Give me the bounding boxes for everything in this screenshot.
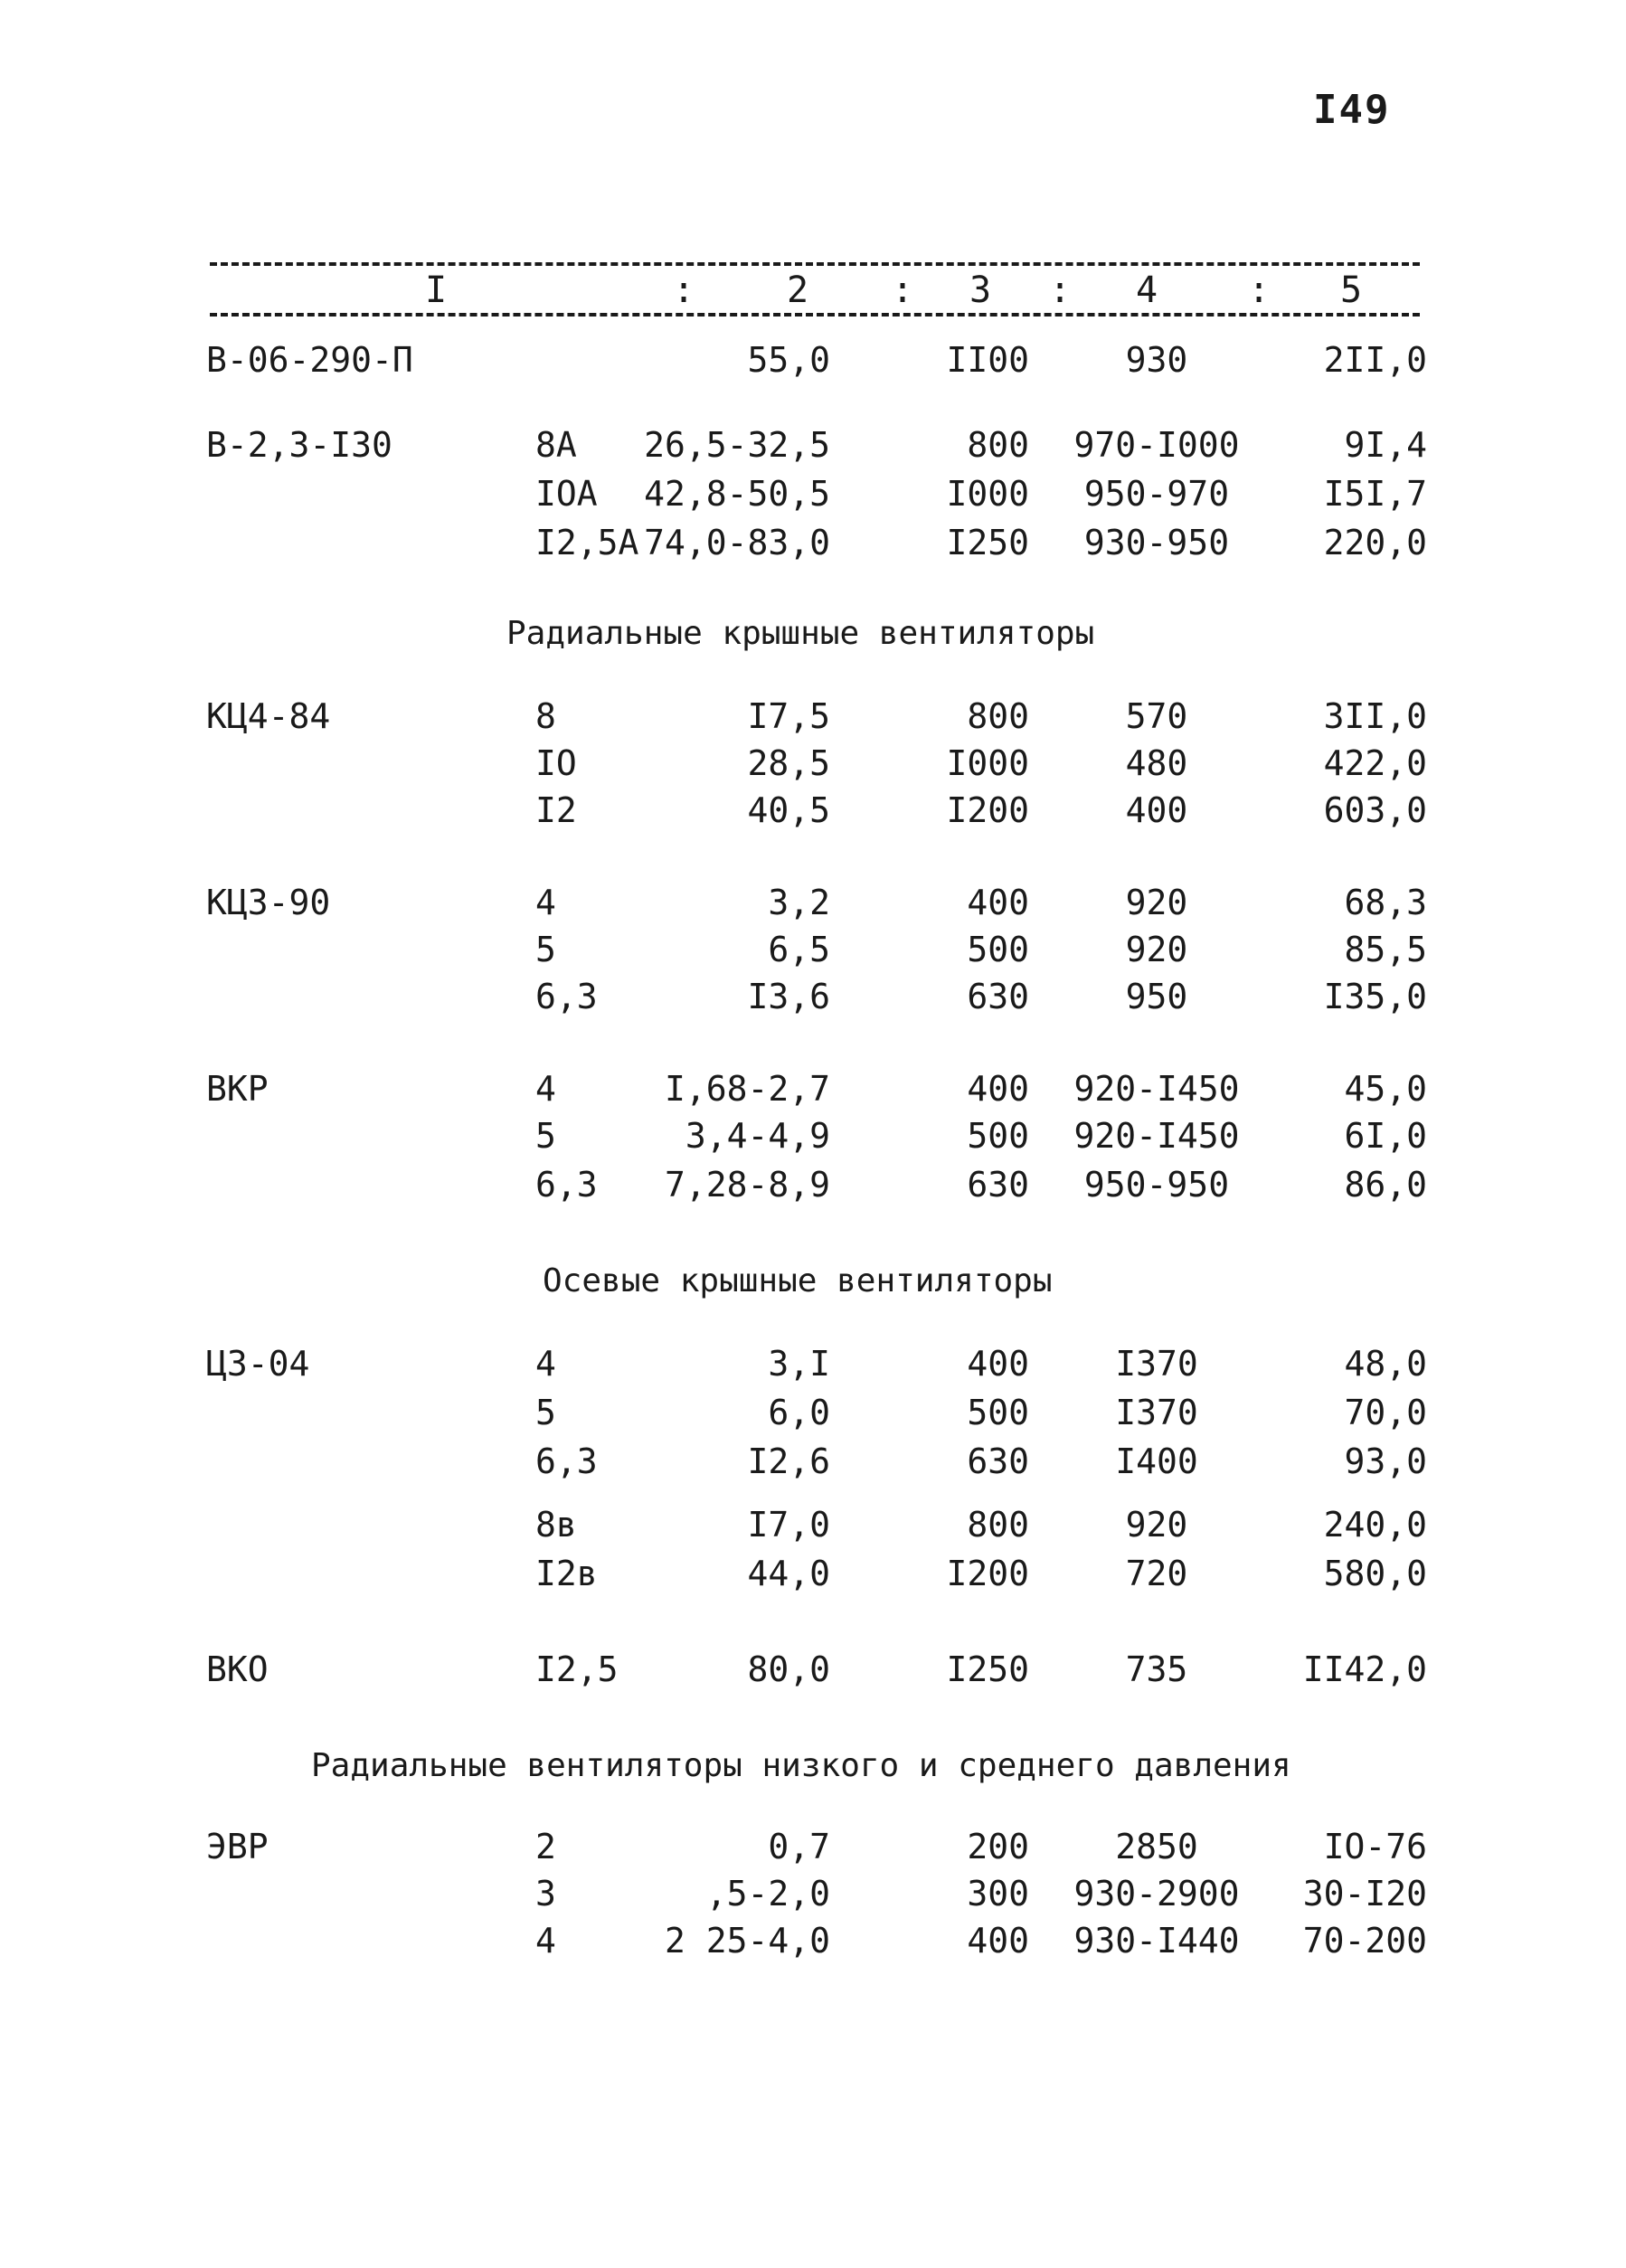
- column-5-value: II42,0: [1302, 1649, 1427, 1689]
- column-3-value: 300: [967, 1874, 1029, 1914]
- column-2-value: ,5-2,0: [705, 1874, 830, 1914]
- model-name: В-06-290-П: [206, 340, 413, 380]
- table-header: [0, 269, 1626, 309]
- header-bottom-rule: [210, 313, 1420, 317]
- section-title: Радиальные крышные вентиляторы: [506, 615, 1095, 652]
- model-name: ВКО: [206, 1649, 269, 1689]
- column-3-value: 400: [967, 883, 1029, 922]
- column-5-value: 85,5: [1344, 930, 1427, 969]
- table-row: [0, 1649, 1626, 1696]
- column-3-value: 630: [967, 977, 1029, 1016]
- table-row: [0, 1393, 1626, 1440]
- table-row: [0, 1921, 1626, 1968]
- table-row: [0, 1827, 1626, 1874]
- column-4-value: 920: [1125, 1505, 1188, 1545]
- column-5-value: 30-I20: [1302, 1874, 1427, 1914]
- table-row: [0, 340, 1626, 387]
- fan-size: 5: [535, 1116, 556, 1156]
- table-row: [0, 523, 1626, 570]
- fan-size: I2в: [535, 1554, 598, 1593]
- table-row: [0, 1165, 1626, 1212]
- column-3-value: I000: [946, 474, 1029, 514]
- column-3-value: 500: [967, 1116, 1029, 1156]
- column-4-value: 970-I000: [1073, 425, 1240, 465]
- column-4-value: 930-950: [1083, 523, 1230, 562]
- column-4-value: 920: [1125, 930, 1188, 969]
- header-separator: :: [1248, 269, 1271, 311]
- column-2-value: I2,6: [747, 1441, 830, 1481]
- column-5-value: 6I,0: [1344, 1116, 1427, 1156]
- column-5-value: 93,0: [1344, 1441, 1427, 1481]
- table-row: [0, 1344, 1626, 1391]
- column-2-value: I,68-2,7: [664, 1069, 830, 1109]
- header-col-4: 4: [1135, 269, 1158, 311]
- column-3-value: I200: [946, 790, 1029, 830]
- column-4-value: 735: [1125, 1649, 1188, 1689]
- column-5-value: 70-200: [1302, 1921, 1427, 1961]
- model-name: В-2,3-I30: [206, 425, 392, 465]
- column-3-value: I200: [946, 1554, 1029, 1593]
- column-5-value: 45,0: [1344, 1069, 1427, 1109]
- model-name: КЦ3-90: [206, 883, 331, 922]
- column-5-value: 580,0: [1323, 1554, 1427, 1593]
- column-4-value: 920: [1125, 883, 1188, 922]
- table-row: [0, 474, 1626, 521]
- header-top-rule: [210, 262, 1420, 266]
- column-2-value: 44,0: [747, 1554, 830, 1593]
- fan-size: 6,3: [535, 977, 598, 1016]
- column-2-value: 55,0: [747, 340, 830, 380]
- column-5-value: 220,0: [1323, 523, 1427, 562]
- header-col-1: I: [424, 269, 448, 311]
- column-2-value: 3,2: [768, 883, 830, 922]
- fan-size: 4: [535, 883, 556, 922]
- column-5-value: 48,0: [1344, 1344, 1427, 1384]
- page-number: I49: [1313, 87, 1391, 133]
- header-separator: :: [892, 269, 914, 311]
- fan-size: IO: [535, 743, 577, 783]
- column-4-value: 930: [1125, 340, 1188, 380]
- fan-size: 2: [535, 1827, 556, 1866]
- table-row: [0, 1554, 1626, 1601]
- column-2-value: 3,4-4,9: [685, 1116, 830, 1156]
- column-3-value: I000: [946, 743, 1029, 783]
- fan-size: I2,5А: [535, 523, 639, 562]
- fan-size: 6,3: [535, 1165, 598, 1205]
- column-5-value: 2II,0: [1323, 340, 1427, 380]
- table-row: [0, 977, 1626, 1024]
- section-title: Радиальные вентиляторы низкого и среднего давления: [311, 1747, 1291, 1784]
- table-row: [0, 743, 1626, 790]
- column-4-value: 950-970: [1083, 474, 1230, 514]
- fan-size: 4: [535, 1921, 556, 1961]
- column-2-value: 0,7: [768, 1827, 830, 1866]
- column-2-value: I7,0: [747, 1505, 830, 1545]
- column-3-value: 630: [967, 1441, 1029, 1481]
- column-2-value: 6,0: [768, 1393, 830, 1432]
- header-separator: :: [673, 269, 695, 311]
- model-name: КЦ4-84: [206, 696, 331, 736]
- column-4-value: 920-I450: [1073, 1069, 1240, 1109]
- column-4-value: I400: [1115, 1441, 1198, 1481]
- fan-size: 3: [535, 1874, 556, 1914]
- column-2-value: I3,6: [747, 977, 830, 1016]
- table-row: [0, 696, 1626, 743]
- column-2-value: 6,5: [768, 930, 830, 969]
- header-col-2: 2: [786, 269, 809, 311]
- model-name: Ц3-04: [206, 1344, 310, 1384]
- column-5-value: 422,0: [1323, 743, 1427, 783]
- column-4-value: 920-I450: [1073, 1116, 1240, 1156]
- column-2-value: 7,28-8,9: [664, 1165, 830, 1205]
- column-3-value: 200: [967, 1827, 1029, 1866]
- fan-size: I2: [535, 790, 577, 830]
- column-4-value: 720: [1125, 1554, 1188, 1593]
- column-5-value: 3II,0: [1323, 696, 1427, 736]
- header-separator: :: [1049, 269, 1072, 311]
- table-row: [0, 1505, 1626, 1552]
- column-3-value: 400: [967, 1344, 1029, 1384]
- column-2-value: 74,0-83,0: [644, 523, 830, 562]
- column-5-value: 86,0: [1344, 1165, 1427, 1205]
- section-title: Осевые крышные вентиляторы: [543, 1262, 1053, 1299]
- fan-size: 4: [535, 1344, 556, 1384]
- fan-size: 5: [535, 1393, 556, 1432]
- table-row: [0, 883, 1626, 930]
- column-4-value: 2850: [1115, 1827, 1198, 1866]
- model-name: ВКР: [206, 1069, 269, 1109]
- column-3-value: I250: [946, 1649, 1029, 1689]
- column-3-value: 400: [967, 1069, 1029, 1109]
- fan-size: 8: [535, 696, 556, 736]
- column-5-value: I35,0: [1323, 977, 1427, 1016]
- header-col-5: 5: [1339, 269, 1363, 311]
- column-5-value: 240,0: [1323, 1505, 1427, 1545]
- column-2-value: 2 25-4,0: [664, 1921, 830, 1961]
- table-row: [0, 1116, 1626, 1163]
- column-4-value: 950: [1125, 977, 1188, 1016]
- column-3-value: 800: [967, 425, 1029, 465]
- column-5-value: I5I,7: [1323, 474, 1427, 514]
- column-4-value: 570: [1125, 696, 1188, 736]
- table-row: [0, 1069, 1626, 1116]
- table-row: [0, 425, 1626, 472]
- column-4-value: I370: [1115, 1393, 1198, 1432]
- fan-size: 8в: [535, 1505, 577, 1545]
- fan-size: 8А: [535, 425, 577, 465]
- fan-size: 4: [535, 1069, 556, 1109]
- column-2-value: 3,I: [768, 1344, 830, 1384]
- column-5-value: IO-76: [1323, 1827, 1427, 1866]
- column-4-value: 400: [1125, 790, 1188, 830]
- column-2-value: 40,5: [747, 790, 830, 830]
- fan-size: IOA: [535, 474, 598, 514]
- column-3-value: 800: [967, 696, 1029, 736]
- column-4-value: 480: [1125, 743, 1188, 783]
- header-col-3: 3: [969, 269, 992, 311]
- column-3-value: I250: [946, 523, 1029, 562]
- column-4-value: I370: [1115, 1344, 1198, 1384]
- fan-size: I2,5: [535, 1649, 619, 1689]
- column-2-value: 80,0: [747, 1649, 830, 1689]
- column-4-value: 930-I440: [1073, 1921, 1240, 1961]
- column-2-value: 28,5: [747, 743, 830, 783]
- column-2-value: 26,5-32,5: [644, 425, 830, 465]
- column-3-value: 630: [967, 1165, 1029, 1205]
- table-row: [0, 1441, 1626, 1488]
- column-3-value: 500: [967, 1393, 1029, 1432]
- column-3-value: 800: [967, 1505, 1029, 1545]
- table-row: [0, 930, 1626, 977]
- column-3-value: 400: [967, 1921, 1029, 1961]
- fan-size: 5: [535, 930, 556, 969]
- fan-size: 6,3: [535, 1441, 598, 1481]
- column-3-value: II00: [946, 340, 1029, 380]
- column-5-value: 68,3: [1344, 883, 1427, 922]
- table-row: [0, 790, 1626, 837]
- column-5-value: 70,0: [1344, 1393, 1427, 1432]
- column-5-value: 603,0: [1323, 790, 1427, 830]
- column-2-value: I7,5: [747, 696, 830, 736]
- model-name: ЭВР: [206, 1827, 269, 1866]
- column-2-value: 42,8-50,5: [644, 474, 830, 514]
- table-row: [0, 1874, 1626, 1921]
- column-5-value: 9I,4: [1344, 425, 1427, 465]
- column-3-value: 500: [967, 930, 1029, 969]
- column-4-value: 930-2900: [1073, 1874, 1240, 1914]
- column-4-value: 950-950: [1083, 1165, 1230, 1205]
